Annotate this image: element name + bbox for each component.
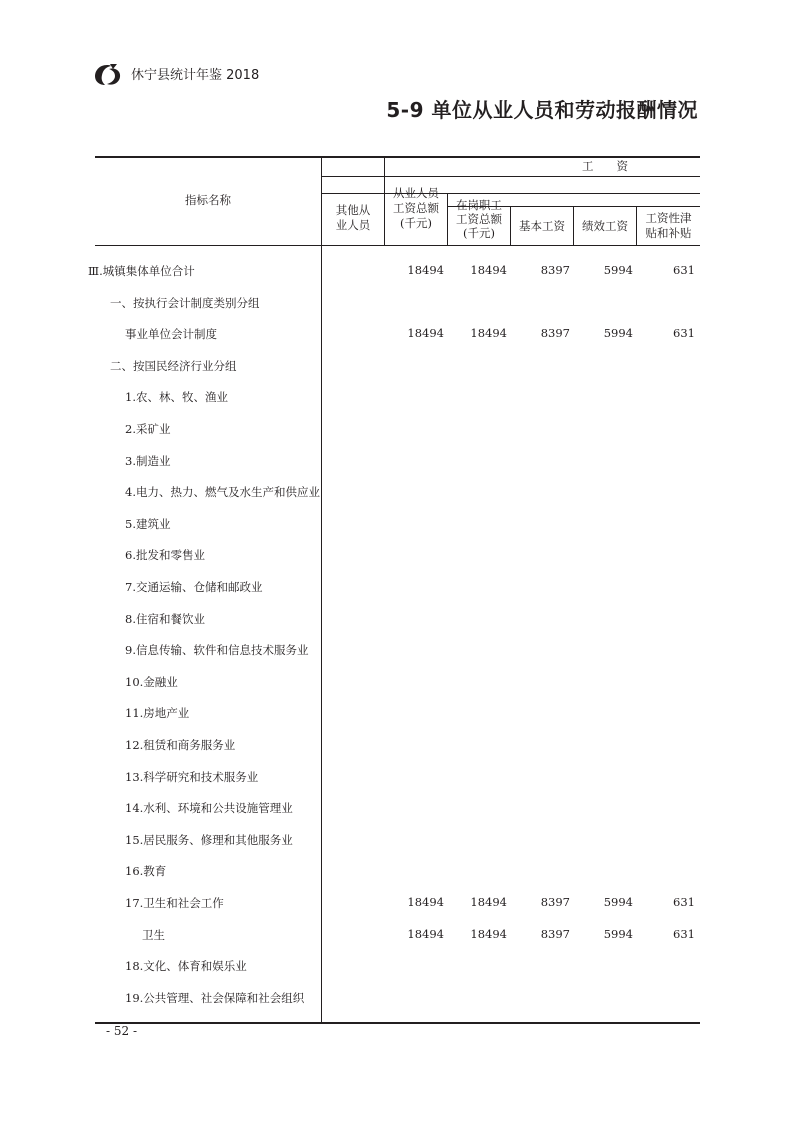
row-label: 18.文化、体育和娱乐业	[125, 959, 247, 974]
row-label: 二、按国民经济行业分组	[110, 358, 237, 373]
row-value: 8397	[540, 326, 570, 341]
column-header-allowance: 工资性津 贴和补贴	[645, 211, 692, 240]
row-value: 5994	[603, 263, 633, 277]
row-label: 9.信息传输、软件和信息技术服务业	[125, 643, 309, 658]
row-label: 卫生	[142, 927, 165, 942]
row-value: 18494	[407, 895, 444, 909]
row-label: 14.水利、环境和公共设施管理业	[125, 801, 293, 816]
row-value: 18494	[470, 895, 507, 909]
column-header-wage-group: 工 资	[582, 159, 628, 173]
row-value: 5994	[603, 895, 633, 909]
row-label: 一、按执行会计制度类别分组	[110, 295, 260, 310]
row-label: 4.电力、热力、燃气及水生产和供应业	[125, 485, 320, 500]
row-value: 18494	[407, 926, 444, 941]
row-label: 5.建筑业	[125, 516, 171, 531]
row-label: 11.房地产业	[125, 706, 190, 721]
group-header-rule	[321, 176, 700, 177]
header-bottom-rule	[95, 245, 700, 246]
row-value: 8397	[540, 895, 570, 909]
row-value: 631	[673, 895, 695, 909]
row-label: 3.制造业	[125, 453, 171, 468]
row-label: 2.采矿业	[125, 422, 171, 436]
row-value: 18494	[407, 326, 444, 341]
subgroup-header-rule	[321, 193, 700, 194]
row-label: 10.金融业	[125, 674, 178, 689]
page-number: - 52 -	[106, 1024, 138, 1038]
row-value: 18494	[470, 926, 507, 941]
column-header-onpost-wage: 在岗职工 工资总额 (千元)	[456, 198, 502, 240]
yearbook-logo-icon	[93, 62, 123, 88]
row-label: 6.批发和零售业	[125, 548, 205, 563]
row-label: 13.科学研究和技术服务业	[125, 769, 259, 784]
row-label: 7.交通运输、仓储和邮政业	[125, 580, 263, 594]
name-column-divider	[321, 156, 322, 1023]
column-header-basic-wage: 基本工资	[519, 219, 565, 233]
page-title: 5-9 单位从业人员和劳动报酬情况	[386, 98, 698, 122]
column-header-other-staff: 其他从 业人员	[335, 203, 371, 232]
row-label: 19.公共管理、社会保障和社会组织	[125, 990, 305, 1005]
yearbook-title: 休宁县统计年鉴 2018	[131, 68, 260, 83]
row-label: 15.居民服务、修理和其他服务业	[125, 832, 293, 847]
row-label: 17.卫生和社会工作	[125, 896, 224, 910]
row-label: Ⅲ.城镇集体单位合计	[88, 264, 195, 278]
row-value: 631	[673, 926, 695, 941]
row-value: 5994	[603, 926, 633, 941]
row-value: 631	[673, 263, 695, 277]
column-header-performance-wage: 绩效工资	[582, 219, 628, 233]
row-value: 8397	[540, 926, 570, 941]
row-value: 5994	[603, 326, 633, 341]
row-label: 8.住宿和餐饮业	[125, 611, 205, 626]
row-label: 事业单位会计制度	[125, 327, 217, 342]
row-value: 631	[673, 326, 695, 341]
row-value: 18494	[470, 326, 507, 341]
column-header-total-wage: 从业人员 工资总额 (千元)	[393, 186, 439, 230]
row-label: 16.教育	[125, 864, 167, 879]
row-value: 18494	[407, 263, 444, 277]
row-label: 1.农、林、牧、渔业	[125, 390, 228, 405]
row-value: 18494	[470, 263, 507, 277]
table-top-rule	[95, 156, 700, 158]
table-bottom-rule	[95, 1022, 700, 1024]
column-header-name: 指标名称	[185, 193, 231, 207]
row-value: 8397	[540, 263, 570, 277]
row-label: 12.租赁和商务服务业	[125, 738, 236, 752]
